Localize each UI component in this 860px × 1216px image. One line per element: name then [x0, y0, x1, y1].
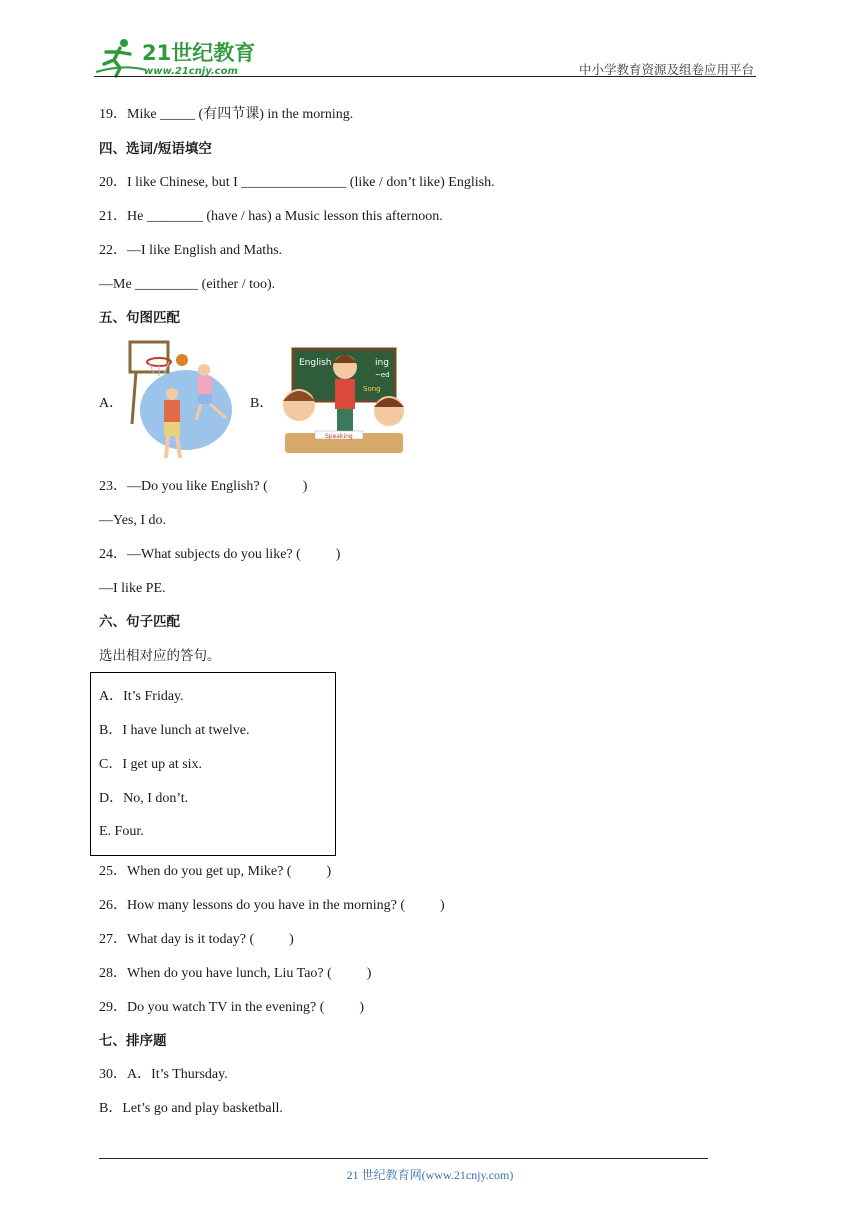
question-23: 23．—Do you like English? ( ) — [99, 479, 308, 494]
book-label: Speaking — [325, 433, 353, 440]
section-6-instruction: 选出相对应的答句。 — [99, 648, 221, 664]
picture-a-label: A． — [99, 396, 124, 411]
board-ing: ing — [375, 358, 389, 368]
footer-link[interactable]: 21 世纪教育网(www.21cnjy.com) — [346, 1168, 514, 1182]
section-7-heading: 七、排序题 — [99, 1033, 167, 1049]
header-divider — [94, 76, 756, 77]
option-a: A．It’s Friday. — [99, 689, 184, 704]
question-21: 21．He ________ (have / has) a Music lesson this afternoon. — [99, 209, 443, 224]
question-29: 29．Do you watch TV in the evening? ( ) — [99, 1000, 365, 1015]
platform-name: 中小学教育资源及组卷应用平台 — [578, 62, 754, 77]
site-logo — [94, 34, 264, 78]
question-22-reply: —Me _________ (either / too). — [99, 277, 276, 292]
question-30: 30．A．It’s Thursday. — [99, 1067, 228, 1082]
board-ed: ~ed — [375, 371, 390, 379]
option-e: E. Four. — [99, 824, 144, 839]
question-23-reply: —Yes, I do. — [99, 513, 167, 528]
question-24: 24．—What subjects do you like? ( ) — [99, 547, 341, 562]
question-26: 26．How many lessons do you have in the morning? ( ) — [99, 898, 445, 913]
board-song: Song — [363, 385, 381, 393]
classroom-picture — [279, 345, 409, 457]
picture-b-label: B． — [250, 396, 274, 411]
basketball-picture — [126, 340, 238, 464]
question-20: 20．I like Chinese, but I _______________ (like / don’t like) English. — [99, 175, 495, 190]
question-19: 19．Mike _____ (有四节课) in the morning. — [99, 107, 354, 122]
footer-divider — [99, 1158, 708, 1159]
section-6-heading: 六、句子匹配 — [99, 614, 180, 630]
section-5-heading: 五、句图匹配 — [99, 310, 180, 326]
question-24-reply: —I like PE. — [99, 581, 166, 596]
question-30-option-b: B．Let’s go and play basketball. — [99, 1101, 283, 1116]
option-c: C．I get up at six. — [99, 757, 203, 772]
question-22: 22．—I like English and Maths. — [99, 243, 283, 258]
question-28: 28．When do you have lunch, Liu Tao? ( ) — [99, 966, 372, 981]
question-25: 25．When do you get up, Mike? ( ) — [99, 864, 332, 879]
option-d: D．No, I don’t. — [99, 791, 189, 806]
option-b: B．I have lunch at twelve. — [99, 723, 250, 738]
logo-url: www.21cnjy.com — [144, 66, 238, 77]
logo-title: 21世纪教育 — [142, 41, 256, 65]
runner-icon — [96, 39, 146, 76]
question-27: 27．What day is it today? ( ) — [99, 932, 294, 947]
board-english: English — [299, 358, 332, 368]
section-4-heading: 四、选词/短语填空 — [99, 141, 212, 157]
